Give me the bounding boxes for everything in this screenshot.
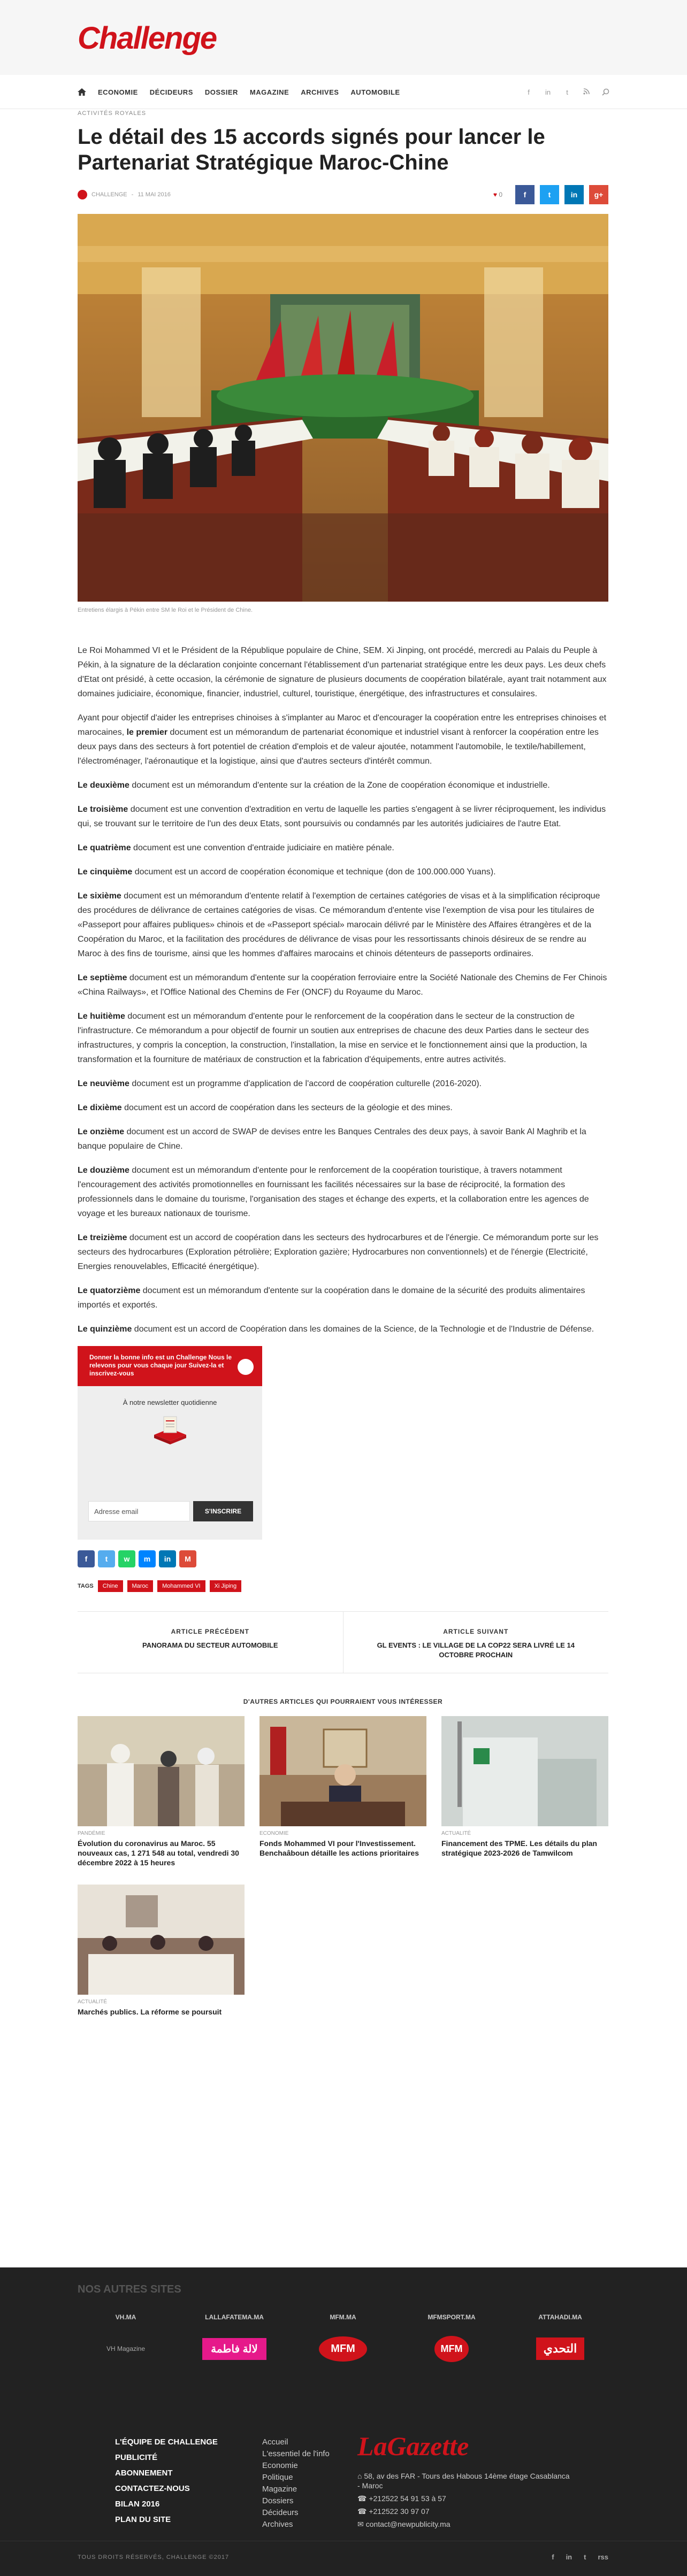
related-heading: D'AUTRES ARTICLES QUI POURRAIENT VOUS INTÉRESSER [243, 1698, 443, 1705]
article-category[interactable]: ACTIVITÉS ROYALES [78, 110, 147, 117]
newsletter-subtitle: À notre newsletter quotidienne [123, 1398, 217, 1406]
attahadi-logo-text: التحدي [536, 2337, 584, 2360]
partner-site-name[interactable]: MFM.MA [330, 2313, 356, 2321]
related-article-image[interactable] [78, 1716, 245, 1826]
footer-link[interactable]: CONTACTEZ-NOUS [115, 2484, 190, 2493]
paragraph-bold: Le quatrième [78, 843, 131, 852]
partner-site-attahadi[interactable] [512, 2313, 608, 2365]
footer-twitter-icon[interactable]: t [584, 2553, 586, 2561]
footer-secondary-links [262, 2437, 330, 2532]
footer-link[interactable]: Archives [262, 2520, 293, 2529]
newsletter-subscribe-button[interactable]: S'INSCRIRE [193, 1501, 253, 1521]
footer-link[interactable]: Accueil [262, 2437, 288, 2447]
footer-rss-icon[interactable]: rss [598, 2553, 608, 2561]
paragraph-text: document est une convention d'entraide judiciaire en matière pénale. [131, 843, 394, 852]
fax-text: +212522 30 97 07 [369, 2507, 430, 2516]
main-nav [0, 75, 687, 109]
newsletter-header [78, 1346, 262, 1386]
nav-decideurs[interactable]: DÉCIDEURS [149, 88, 193, 96]
share-facebook-button[interactable]: f [515, 185, 535, 204]
related-article-image[interactable] [441, 1716, 608, 1826]
related-article-category: ECONOMIE [259, 1831, 289, 1836]
nav-automobile[interactable]: AUTOMOBILE [350, 88, 400, 96]
footer-link[interactable]: Dossiers [262, 2496, 294, 2505]
tag-chine[interactable]: Chine [98, 1580, 123, 1592]
previous-article[interactable] [78, 1612, 343, 1673]
related-articles [78, 1716, 608, 2017]
paragraph-bold: Le dixième [78, 1103, 122, 1112]
paragraph-bold: Le neuvième [78, 1079, 129, 1088]
footer-linkedin-icon[interactable]: in [566, 2553, 572, 2561]
paragraph-text: Le Roi Mohammed VI et le Président de la République populaire de Chine, SEM. Xi Jinping, ont procédé, mercredi au Palais du Peuple à Pékin, à la signature de la déclaration conjointe concernant l'établissement d'un partenariat stratégique entre les deux pays. Les deux chefs d'Etat ont présidé, à cette occasion, la cérémonie de signature de plusieurs documents de coopération bilatérale, ayant trait notamment aux domaines judiciaire, économique, financier, industriel, culturel, touristique, énergétique, des infrastructures et consulaires. [78, 646, 607, 698]
lallafatema-logo-text: لالة فاطمة [202, 2338, 266, 2360]
partner-site-vh[interactable] [78, 2313, 174, 2365]
paragraph-text: document est un accord de coopération économique et technique (don de 100.000.000 Yuans). [132, 867, 496, 876]
footer-link[interactable]: Economie [262, 2461, 298, 2470]
partner-sites [78, 2313, 608, 2365]
partner-site-name[interactable]: VH.MA [115, 2313, 136, 2321]
related-article-image[interactable] [78, 1885, 245, 1995]
next-article-title[interactable]: GL EVENTS : LE VILLAGE DE LA COP22 SERA LIVRÉ LE 14 OCTOBRE PROCHAIN [377, 1641, 575, 1659]
site-footer [0, 2267, 687, 2576]
related-article-card[interactable] [78, 1885, 245, 2017]
paragraph-bold: Le douzième [78, 1166, 129, 1175]
related-article-image[interactable] [259, 1716, 426, 1826]
linkedin-icon[interactable]: in [545, 88, 551, 96]
partner-site-logo[interactable] [186, 2333, 283, 2365]
twitter-share-icon[interactable]: t [98, 1550, 115, 1567]
paragraph-4 [78, 841, 608, 855]
paragraph-text: document est un mémorandum d'entente sur la création de la Zone de coopération économique et industrielle. [129, 781, 550, 790]
footer-primary-links [115, 2437, 218, 2531]
paragraph-text: document est un accord de coopération dans les secteurs de la géologie et des mines. [121, 1103, 453, 1112]
footer-social [552, 2553, 608, 2561]
paragraph-12 [78, 1163, 608, 1221]
home-icon[interactable] [78, 88, 86, 96]
paragraph-8 [78, 1009, 608, 1067]
partner-site-name[interactable]: MFMSPORT.MA [428, 2313, 476, 2321]
paragraph-bold: Le onzième [78, 1127, 125, 1136]
phone-icon: ☎ [357, 2494, 369, 2503]
search-icon[interactable] [602, 88, 609, 96]
related-article-card[interactable] [78, 1716, 245, 1867]
article-navigation [78, 1611, 608, 1673]
contact-phone [357, 2494, 571, 2503]
mfmsport-logo-text: MFM [434, 2336, 469, 2362]
nav-magazine[interactable]: MAGAZINE [249, 88, 289, 96]
paragraph-text: document est un programme d'application de l'accord de coopération culturelle (2016-2020). [129, 1079, 482, 1088]
paragraph-intro [78, 643, 608, 701]
footer-bottom [0, 2541, 687, 2576]
footer-title: NOS AUTRES SITES [78, 2283, 181, 2295]
contact-fax [357, 2506, 571, 2516]
paragraph-14 [78, 1283, 608, 1312]
footer-link[interactable]: Magazine [262, 2485, 297, 2494]
gazette-logo[interactable]: LaGazette [357, 2431, 469, 2461]
related-article-card[interactable] [441, 1716, 608, 1867]
paragraph-text: document est un mémorandum d'entente relatif à l'exemption de certaines catégories de visas et à la simplification réciproque des procédures de délivrance de certaines catégories de visas. Ce mémorandum d'entente vise l'exemption de visa pour les titulaires de «Passeport pour affaires publiques» chinois et de «Passeport spécial» marocain délivré par le Ministère des Affaires étrangères et de la Coopération du Maroc, et la facilitation des procédures de délivrance de visas pour les ressortissants chinois désireux de se rendre au Maroc à des fins de tourisme, ainsi que les hommes d'affaires marocains et chinois détenteurs de passeports ordinaires. [78, 891, 600, 958]
partner-site-name[interactable]: LALLAFATEMA.MA [205, 2313, 264, 2321]
paragraph-bold: Le quatorzième [78, 1286, 141, 1295]
footer-link[interactable]: BILAN 2016 [115, 2500, 160, 2509]
footer-facebook-icon[interactable]: f [552, 2553, 554, 2561]
partner-site-logo[interactable] [403, 2333, 500, 2365]
fax-icon: ☎ [357, 2507, 369, 2516]
next-article[interactable] [343, 1612, 609, 1673]
footer-link[interactable]: ABONNEMENT [115, 2469, 173, 2478]
article-title: Le détail des 15 accords signés pour lancer le Partenariat Stratégique Maroc-Chine [78, 125, 545, 174]
article [78, 109, 608, 2017]
related-article-title[interactable]: Fonds Mohammed VI pour l'Investissement. Benchaâboun détaille les actions prioritaires [259, 1839, 419, 1857]
share-googleplus-button[interactable]: g+ [589, 185, 608, 204]
partner-site-logo[interactable] [512, 2333, 608, 2365]
location-icon: ⌂ [357, 2472, 364, 2480]
linkedin-share-icon[interactable]: in [159, 1550, 176, 1567]
footer-link[interactable]: Décideurs [262, 2508, 299, 2517]
contact-address [357, 2471, 571, 2490]
footer-link[interactable]: L'essentiel de l'info [262, 2449, 330, 2458]
partner-site-name[interactable]: ATTAHADI.MA [538, 2313, 582, 2321]
newsletter-box [78, 1346, 262, 1540]
paragraph-text: document est un accord de Coopération dans les domaines de la Science, de la Technologie et de l'Industrie de Défense. [132, 1325, 594, 1334]
author-avatar [78, 190, 87, 199]
paragraph-text: document est un mémorandum d'entente sur la coopération ferroviaire entre la Société Nationale des Chemins de Fer Chinois «China Railways», et l'Office National des Chemins de Fer (ONCF) du Royaume du Maroc. [78, 973, 607, 997]
tags-label: TAGS [78, 1583, 94, 1589]
hero-caption: Entretiens élargis à Pékin entre SM le Roi et le Président de Chine. [78, 607, 253, 613]
twitter-icon[interactable]: t [566, 88, 568, 96]
paragraph-text: document est un accord de coopération dans les secteurs des hydrocarbures et de l'énergie. Ce mémorandum porte sur les secteurs des hydrocarbures (Exploration pétrolière; Exploration gazière; Hydrocarbures non conventionnels) et de l'énergie (Electricité, Energies renouvelables, Efficacité énergétique). [78, 1233, 599, 1271]
paragraph-15 [78, 1322, 608, 1336]
related-article-title[interactable]: Évolution du coronavirus au Maroc. 55 nouveaux cas, 1 271 548 au total, vendredi 30 décembre 2022 à 15 heures [78, 1839, 239, 1867]
facebook-icon[interactable]: f [528, 88, 530, 96]
paragraph-5 [78, 865, 608, 879]
paragraph-11 [78, 1125, 608, 1154]
share-row [78, 1550, 608, 1567]
share-linkedin-button[interactable]: in [564, 185, 584, 204]
email-text: contact@newpublicity.ma [365, 2520, 451, 2528]
nav-archives[interactable]: ARCHIVES [301, 88, 339, 96]
like-count[interactable] [493, 191, 502, 198]
paragraph-bold: le premier [126, 728, 168, 737]
partner-site-lallafatema[interactable] [186, 2313, 283, 2365]
author-name[interactable]: CHALLENGE [91, 191, 127, 198]
paragraph-text: document est un mémorandum d'entente sur la coopération dans le domaine de la sécurité des produits alimentaires importés et exportés. [78, 1286, 585, 1310]
tag-xi-jiping[interactable]: Xi Jiping [210, 1580, 242, 1592]
site-header [0, 0, 687, 75]
paragraph-text: document est un mémorandum d'entente pour le renforcement de la coopération dans le secteur de la construction de l'infrastructure. Ce mémorandum a pour objectif de fournir un soutien aux entreprises de chacune des deux Parties dans le secteur des infrastructures, y compris la conception, la construction, l'installation, la mise en service et le fonctionnement ainsi que la production, la transformation et la fourniture de matériaux de construction et la fabrication d'équipements, entre autres activités. [78, 1012, 589, 1064]
contact-email[interactable] [357, 2519, 571, 2529]
footer-link[interactable]: PLAN DU SITE [115, 2515, 171, 2524]
paragraph-text: document est une convention d'extradition en vertu de laquelle les parties s'engagent à se livrer réciproquement, les individus qui, se trouvant sur le territoire de l'un des deux Etats, sont poursuivis ou condamnés par les autorités judiciaires de l'autre Etat. [78, 805, 606, 828]
share-twitter-button[interactable]: t [540, 185, 559, 204]
nav-economie[interactable]: ECONOMIE [98, 88, 138, 96]
newsletter-tagline: Donner la bonne info est un Challenge Nous le relevons pour vous chaque jour Suivez-la et inscrivez-vous [89, 1354, 232, 1377]
article-body [78, 643, 608, 1336]
footer-contact [357, 2431, 571, 2529]
footer-link[interactable]: L'ÉQUIPE DE CHALLENGE [115, 2437, 218, 2447]
copyright: TOUS DROITS RÉSERVÉS, CHALLENGE ©2017 [78, 2554, 230, 2560]
related-article-category: ACTUALITÉ [441, 1831, 471, 1836]
related-article-title[interactable]: Marchés publics. La réforme se poursuit [78, 2008, 222, 2016]
related-article-title[interactable]: Financement des TPME. Les détails du plan stratégique 2023-2026 de Tamwilcom [441, 1839, 597, 1857]
partner-site-logo[interactable] [295, 2333, 391, 2365]
paragraph-bold: Le huitième [78, 1012, 125, 1021]
paragraph-9 [78, 1076, 608, 1091]
paragraph-text: document est un mémorandum d'entente pour le renforcement de la coopération touristique, à travers notamment l'encouragement des activités promotionnelles en fournissant les facilités nécessaires sur la base de réciprocité, la formation des professionnels dans le domaine du tourisme, l'organisation des stages et échange des experts, et la collaboration entre les agences de voyage et les bureaux nationaux de tourisme. [78, 1166, 589, 1218]
tag-maroc[interactable]: Maroc [127, 1580, 154, 1592]
related-article-category: ACTUALITÉ [78, 1999, 108, 2005]
vh-logo-text: VH Magazine [106, 2345, 146, 2352]
paragraph-bold: Le quinzième [78, 1325, 132, 1334]
partner-site-mfmsport[interactable] [403, 2313, 500, 2365]
paragraph-bold: Le septième [78, 973, 127, 982]
previous-article-label: ARTICLE PRÉCÉDENT [171, 1628, 249, 1635]
paragraph-text: document est un accord de SWAP de devises entre les Banques Centrales des deux pays, à savoir Bank Al Maghrib et la banque populaire de Chine. [78, 1127, 586, 1151]
paragraph-13 [78, 1231, 608, 1274]
article-date: 11 MAI 2016 [138, 191, 171, 198]
article-meta [78, 185, 608, 204]
meta-separator: - [131, 191, 134, 198]
footer-link[interactable]: Politique [262, 2473, 293, 2482]
rss-icon[interactable] [583, 88, 590, 96]
paragraph-6 [78, 889, 608, 961]
paragraph-10 [78, 1101, 608, 1115]
related-article-category: PANDÉMIE [78, 1831, 105, 1836]
newsletter-icon [238, 1359, 254, 1375]
paragraph-bold: Le cinquième [78, 867, 133, 876]
paragraph-text: document est un mémorandum de partenariat économique et industriel visant à renforcer la coopération entre les deux pays dans des secteurs à fort potentiel de création d'emplois et de valeur ajoutée, notamment l'automobile, le textile/habillement, l'électroménager, l'aéronautique et la logistique, ainsi que d'autres secteurs d'intérêt commun. [78, 728, 599, 766]
previous-article-title[interactable]: PANORAMA DU SECTEUR AUTOMOBILE [142, 1641, 278, 1649]
paragraph-bold: Le sixième [78, 891, 121, 901]
newsletter-email-input[interactable]: Adresse email [88, 1501, 190, 1521]
newsletter-illustration-icon [149, 1413, 192, 1445]
hero-image [78, 214, 608, 602]
nav-dossier[interactable]: DOSSIER [204, 88, 238, 96]
gmail-share-icon[interactable]: M [179, 1550, 196, 1567]
partner-site-mfm[interactable] [295, 2313, 391, 2365]
related-article-card[interactable] [259, 1716, 426, 1867]
next-article-label: ARTICLE SUIVANT [443, 1628, 509, 1635]
paragraph-1 [78, 711, 608, 768]
paragraph-bold: Le troisième [78, 805, 128, 814]
phone-text: +212522 54 91 53 à 57 [369, 2494, 446, 2503]
paragraph-bold: Le treizième [78, 1233, 127, 1242]
site-logo[interactable]: Challenge [78, 21, 217, 56]
footer-link[interactable]: PUBLICITÉ [115, 2453, 158, 2462]
email-icon: ✉ [357, 2520, 366, 2528]
partner-site-logo[interactable] [78, 2333, 174, 2365]
paragraph-2 [78, 778, 608, 793]
tag-mohammed-vi[interactable]: Mohammed VI [157, 1580, 205, 1592]
paragraph-text: Ayant pour objectif d'aider les entreprises chinoises à s'implanter au Maroc et d'encourager la coopération entre les entreprises chinoises et marocaines, [78, 713, 607, 737]
whatsapp-share-icon[interactable]: w [118, 1550, 135, 1567]
tags-row [78, 1580, 608, 1592]
paragraph-3 [78, 802, 608, 831]
facebook-share-icon[interactable]: f [78, 1550, 95, 1567]
heart-icon: ♥ [493, 191, 497, 198]
paragraph-7 [78, 971, 608, 999]
paragraph-bold: Le deuxième [78, 781, 129, 790]
messenger-share-icon[interactable]: m [139, 1550, 156, 1567]
address-text: 58, av des FAR - Tours des Habous 14ème étage Casablanca - Maroc [357, 2472, 570, 2490]
mfm-logo-text: MFM [319, 2336, 367, 2362]
like-count-value: 0 [499, 191, 502, 198]
